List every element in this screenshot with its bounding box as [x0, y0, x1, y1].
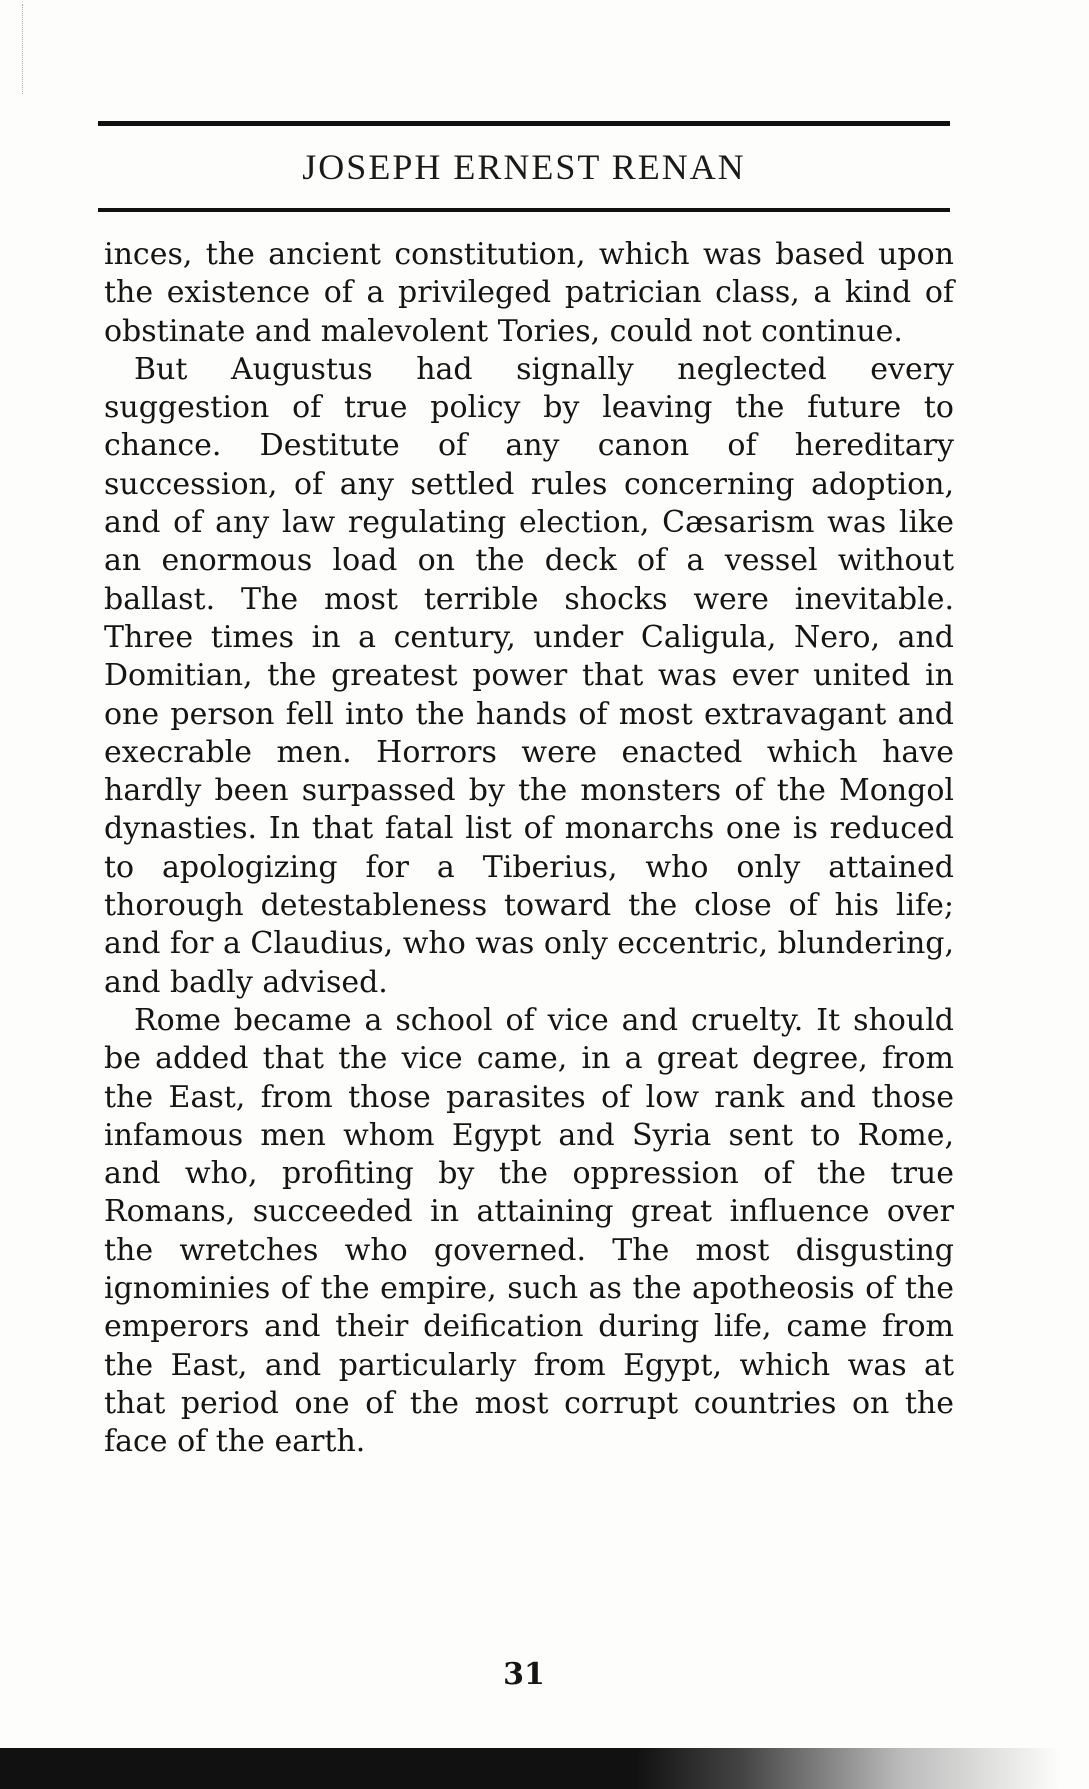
paragraph-1: inces, the ancient constitution, which was based upon the existence of a privileged patrician class, a kind of obstinate and malevolent Tories, could not continue.: [104, 237, 954, 349]
header-rule-bottom: [98, 208, 950, 212]
header-rule-top: [98, 121, 950, 126]
paragraph-2: But Augustus had signally neglected every suggestion of true policy by leaving the future to chance. Destitute of any canon of hereditary succession, of any settled rules concerning adoption, and of any law regulating election, Cæsarism was like an enormous load on the deck of a vessel without ballast. The most terrible shocks were inevitable. Three times in a century, under Caligula, Nero, and Domitian, the greatest power that was ever united in one person fell into the hands of most extravagant and execrable men. Horrors were enacted which have hardly been surpassed by the monsters of the Mongol dynasties. In that fatal list of monarchs one is reduced to apologizing for a Tiberius, who only attained thorough detestableness toward the close of his life; and for a Claudius, who was only eccentric, blundering, and badly advised.: [104, 351, 955, 1000]
paragraph-3: Rome became a school of vice and cruelty. It should be added that the vice came, in a great degree, from the East, from those parasites of low rank and those infamous men whom Egypt and Syria sent to Rome, and who, profiting by the oppression of the true Romans, succeeded in attaining great influence over the wretches who governed. The most disgusting ignominies of the empire, such as the apotheosis of the emperors and their deification during life, came from the East, and particularly from Egypt, which was at that period one of the most corrupt countries on the face of the earth.: [104, 1002, 954, 1460]
body-text: [104, 236, 954, 1462]
running-head-title: JOSEPH ERNEST RENAN: [302, 147, 746, 187]
scan-bottom-band: [0, 1748, 1060, 1789]
page-number: 31: [503, 1657, 545, 1692]
page-edge-marks: [22, 4, 41, 94]
